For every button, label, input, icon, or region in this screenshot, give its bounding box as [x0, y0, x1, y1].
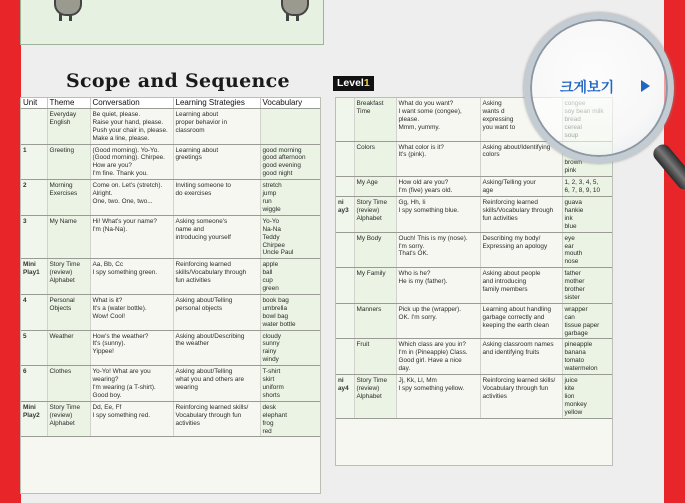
level-number: 1: [363, 77, 370, 89]
table-row: [21, 180, 320, 216]
table-cell-conversation: Who is he? He is my (father).: [396, 268, 480, 304]
table-cell-conversation: Ouch! This is my (nose). I'm sorry. That's OK.: [396, 232, 480, 268]
table-cell-vocab: juice kite lion monkey yellow: [562, 375, 612, 419]
table-cell-unit: 2: [21, 180, 47, 216]
table-row: [21, 259, 320, 295]
table-cell-theme: Manners: [354, 303, 396, 339]
table-cell-strategy: Asking about people and introducing family members: [480, 268, 562, 304]
table-row: [336, 177, 612, 197]
table-cell-theme: Story Time (review) Alphabet: [47, 259, 90, 295]
column-header: Vocabulary: [260, 98, 320, 108]
table-cell-unit: 3: [21, 215, 47, 259]
table-cell-strategy: Reinforcing learned skills/Vocabulary through fun activities: [480, 196, 562, 232]
table-cell-theme: Personal Objects: [47, 294, 90, 330]
table-cell-strategy: Learning about proper behavior in classroom: [173, 108, 260, 144]
table-row: [21, 401, 320, 437]
left-red-border: [0, 0, 21, 503]
table-cell-theme: My Family: [354, 268, 396, 304]
table-row: [21, 294, 320, 330]
table-cell-vocab: apple ball cup green: [260, 259, 320, 295]
table-cell-conversation: Come on. Let's (stretch). Alright. One, two. One, two...: [90, 180, 173, 216]
table-cell-strategy: Asking about/Telling what you and others are wearing: [173, 366, 260, 402]
table-cell-strategy: Asking about/Describing the weather: [173, 330, 260, 366]
column-header: Learning Strategies: [173, 98, 260, 108]
cover-illustration: [20, 0, 324, 45]
column-header: Theme: [47, 98, 90, 108]
table-cell-unit: [336, 339, 354, 375]
table-cell-strategy: Asking someone's name and introducing yourself: [173, 215, 260, 259]
table-cell-vocab: good morning good afternoon good evening good night: [260, 144, 320, 180]
table-cell-unit: ni ay4: [336, 375, 354, 419]
table-cell-vocab: 1, 2, 3, 4, 5, 6, 7, 8, 9, 10: [562, 177, 612, 197]
table-row: [336, 303, 612, 339]
table-cell-unit: [336, 141, 354, 177]
table-cell-conversation: How old are you? I'm (five) years old.: [396, 177, 480, 197]
table-cell-vocab: father mother brother sister: [562, 268, 612, 304]
table-cell-theme: Greeting: [47, 144, 90, 180]
table-cell-vocab: [260, 108, 320, 144]
table-cell-unit: Mini Play2: [21, 401, 47, 437]
cartoon-character: [49, 0, 83, 20]
table-row: [336, 196, 612, 232]
table-cell-unit: [21, 108, 47, 144]
table-cell-theme: My Name: [47, 215, 90, 259]
column-header: Unit: [21, 98, 47, 108]
table-cell-conversation: Pick up the (wrapper). OK. I'm sorry.: [396, 303, 480, 339]
table-cell-strategy: Inviting someone to do exercises: [173, 180, 260, 216]
table-cell-theme: Everyday English: [47, 108, 90, 144]
table-cell-unit: [336, 232, 354, 268]
table-cell-conversation: What is it? It's a (water bottle). Wow! Cool!: [90, 294, 173, 330]
zoom-magnifier-button[interactable]: [524, 13, 674, 163]
table-cell-theme: Story Time (review) Alphabet: [354, 196, 396, 232]
table-cell-unit: [336, 177, 354, 197]
table-cell-theme: Weather: [47, 330, 90, 366]
table-cell-unit: [336, 303, 354, 339]
table-cell-unit: [336, 268, 354, 304]
table-cell-theme: Breakfast Time: [354, 98, 396, 141]
table-cell-vocab: book bag umbrella bowl bag water bottle: [260, 294, 320, 330]
table-cell-vocab: wrapper can tissue paper garbage: [562, 303, 612, 339]
table-row: [21, 330, 320, 366]
table-cell-unit: 6: [21, 366, 47, 402]
table-cell-theme: Colors: [354, 141, 396, 177]
table-cell-strategy: Reinforcing learned skills/ Vocabulary through fun activities: [480, 375, 562, 419]
table-cell-vocab: cloudy sunny rainy windy: [260, 330, 320, 366]
table-cell-conversation: Dd, Ee, Ff I spy something red.: [90, 401, 173, 437]
zoom-label: 크게보기: [560, 79, 615, 95]
table-row: [336, 375, 612, 419]
table-cell-conversation: What do you want? I want some (congee), please. Mmm, yummy.: [396, 98, 480, 141]
scope-table-left: [21, 98, 320, 437]
table-cell-conversation: What color is it? It's (pink).: [396, 141, 480, 177]
play-arrow-icon: [641, 80, 650, 92]
table-cell-vocab: guava hankie ink blue: [562, 196, 612, 232]
table-row: [336, 268, 612, 304]
table-row: [21, 215, 320, 259]
table-cell-theme: Story Time (review) Alphabet: [47, 401, 90, 437]
table-cell-conversation: Be quiet, please. Raise your hand, please. Push your chair in, please. Make a line, please.: [90, 108, 173, 144]
table-cell-theme: My Age: [354, 177, 396, 197]
table-row: [336, 232, 612, 268]
table-cell-unit: Mini Play1: [21, 259, 47, 295]
table-cell-vocab: stretch jump run wiggle: [260, 180, 320, 216]
table-cell-strategy: Learning about handling garbage correctly and keeping the earth clean: [480, 303, 562, 339]
column-header: Conversation: [90, 98, 173, 108]
table-cell-conversation: Aa, Bb, Cc I spy something green.: [90, 259, 173, 295]
table-cell-vocab: brown pink: [562, 141, 612, 177]
table-cell-theme: Morning Exercises: [47, 180, 90, 216]
table-cell-conversation: Jj, Kk, Ll, Mm I spy something yellow.: [396, 375, 480, 419]
table-cell-theme: My Body: [354, 232, 396, 268]
table-cell-theme: Fruit: [354, 339, 396, 375]
table-cell-conversation: (Good morning). Yo-Yo. (Good morning). Chirpee. How are you? I'm fine. Thank you.: [90, 144, 173, 180]
table-cell-vocab: pineapple banana tomato watermelon: [562, 339, 612, 375]
table-cell-conversation: Which class are you in? I'm in (Pineapple) Class. Good girl. Have a nice day.: [396, 339, 480, 375]
table-cell-strategy: Asking about/Identifying colors: [480, 141, 562, 177]
level-badge: [333, 76, 374, 91]
cartoon-character: [276, 0, 310, 20]
table-cell-theme: Story Time (review) Alphabet: [354, 375, 396, 419]
table-cell-strategy: Asking wants d expressing you want to: [480, 98, 562, 141]
table-cell-conversation: Hi! What's your name? I'm (Na-Na).: [90, 215, 173, 259]
table-cell-unit: 5: [21, 330, 47, 366]
table-cell-vocab: Yo-Yo Na-Na Teddy Chirpee Uncle Paul: [260, 215, 320, 259]
table-cell-strategy: Reinforcing learned skills/ Vocabulary through fun activities: [173, 401, 260, 437]
table-cell-unit: ni ay3: [336, 196, 354, 232]
scope-table-page-left: [20, 97, 321, 494]
table-cell-vocab: desk elephant frog red: [260, 401, 320, 437]
table-cell-strategy: Reinforcing learned skills/Vocabulary through fun activities: [173, 259, 260, 295]
table-row: [336, 339, 612, 375]
table-cell-unit: [336, 98, 354, 141]
table-cell-unit: 4: [21, 294, 47, 330]
table-cell-strategy: Asking classroom names and identifying fruits: [480, 339, 562, 375]
table-cell-conversation: Yo-Yo! What are you wearing? I'm wearing (a T-shirt). Good boy.: [90, 366, 173, 402]
table-row: [21, 366, 320, 402]
table-cell-strategy: Learning about greetings: [173, 144, 260, 180]
table-cell-conversation: How's the weather? It's (sunny). Yippee!: [90, 330, 173, 366]
table-cell-unit: 1: [21, 144, 47, 180]
table-row: [21, 108, 320, 144]
table-cell-conversation: Gg, Hh, Ii I spy something blue.: [396, 196, 480, 232]
table-cell-vocab: eye ear mouth nose: [562, 232, 612, 268]
table-cell-vocab: T-shirt skirt uniform shorts: [260, 366, 320, 402]
table-cell-strategy: Asking/Telling your age: [480, 177, 562, 197]
table-row: [21, 144, 320, 180]
table-cell-theme: Clothes: [47, 366, 90, 402]
table-cell-strategy: Describing my body/ Expressing an apology: [480, 232, 562, 268]
level-label: Level: [337, 77, 364, 89]
page-title: Scope and Sequence: [66, 70, 290, 92]
table-cell-strategy: Asking about/Telling personal objects: [173, 294, 260, 330]
